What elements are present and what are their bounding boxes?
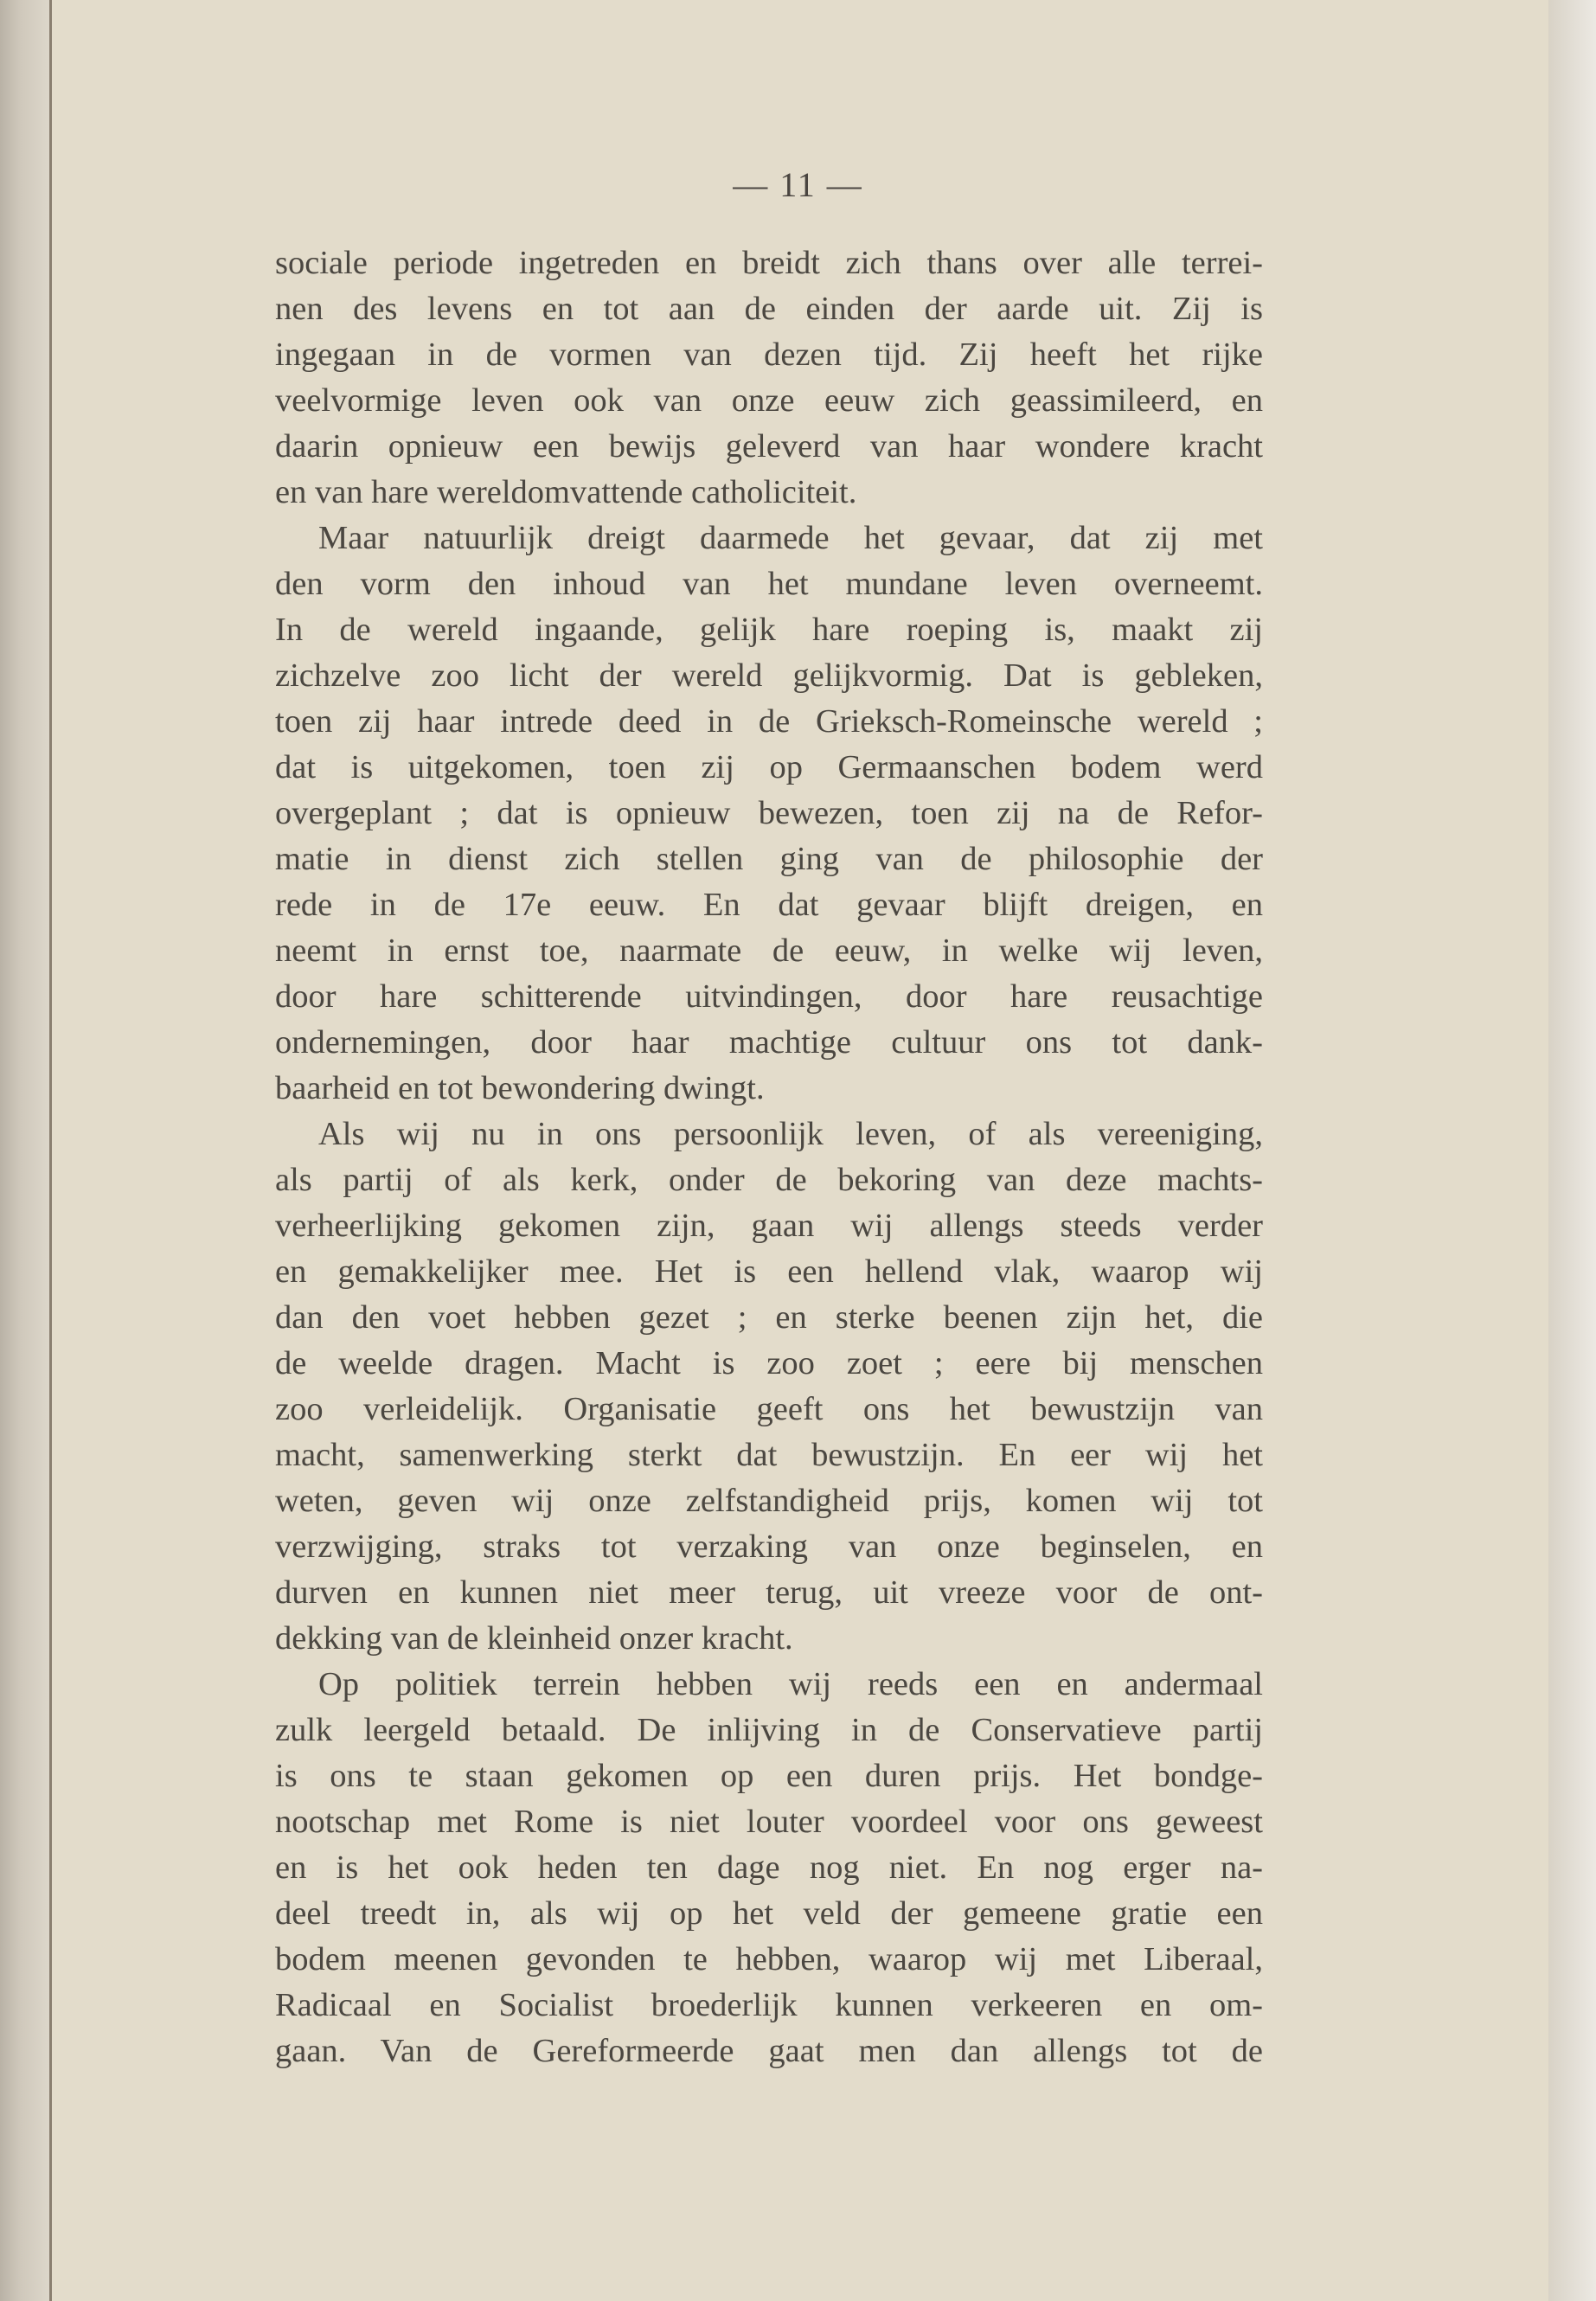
- text-line: door hare schitterende uitvindingen, door hare reusachtige: [275, 978, 1263, 1015]
- text-line: sociale periode ingetreden en breidt zich thans over alle terrei-: [275, 245, 1263, 281]
- text-line: en is het ook heden ten dage nog niet. En nog erger na-: [275, 1849, 1263, 1886]
- text-line: Op politiek terrein hebben wij reeds een en andermaal: [318, 1666, 1263, 1702]
- text-line: de weelde dragen. Macht is zoo zoet ; eere bij menschen: [275, 1345, 1263, 1381]
- text-line: ondernemingen, door haar machtige cultuur ons tot dank-: [275, 1024, 1263, 1061]
- text-line: gaan. Van de Gereformeerde gaat men dan allengs tot de: [275, 2033, 1263, 2069]
- text-line: verzwijging, straks tot verzaking van onze beginselen, en: [275, 1529, 1263, 1565]
- body-text: [275, 240, 1263, 2074]
- text-line: den vorm den inhoud van het mundane leven overneemt.: [275, 566, 1263, 602]
- page-number: — 11 —: [733, 165, 863, 204]
- text-line: dat is uitgekomen, toen zij op Germaanschen bodem werd: [275, 749, 1263, 785]
- text-line: toen zij haar intrede deed in de Grieksch-Romeinsche wereld ;: [275, 703, 1263, 740]
- text-line: baarheid en tot bewondering dwingt.: [275, 1070, 765, 1106]
- text-line: is ons te staan gekomen op een duren prijs. Het bondge-: [275, 1758, 1263, 1794]
- text-line: bodem meenen gevonden te hebben, waarop wij met Liberaal,: [275, 1941, 1263, 1977]
- text-line: en van hare wereldomvattende catholiciteit.: [275, 474, 857, 510]
- text-line: en gemakkelijker mee. Het is een hellend vlak, waarop wij: [275, 1253, 1263, 1290]
- text-line: veelvormige leven ook van onze eeuw zich geassimileerd, en: [275, 382, 1263, 419]
- text-line: overgeplant ; dat is opnieuw bewezen, toen zij na de Refor-: [275, 795, 1263, 831]
- text-line: matie in dienst zich stellen ging van de philosophie der: [275, 841, 1263, 877]
- text-line: Maar natuurlijk dreigt daarmede het gevaar, dat zij met: [318, 520, 1263, 556]
- text-line: dekking van de kleinheid onzer kracht.: [275, 1620, 793, 1657]
- text-line: zichzelve zoo licht der wereld gelijkvormig. Dat is gebleken,: [275, 657, 1263, 694]
- text-line: durven en kunnen niet meer terug, uit vreeze voor de ont-: [275, 1574, 1263, 1611]
- text-line: ingegaan in de vormen van dezen tijd. Zij heeft het rijke: [275, 336, 1263, 373]
- text-line: nootschap met Rome is niet louter voordeel voor ons geweest: [275, 1804, 1263, 1840]
- text-line: zulk leergeld betaald. De inlijving in de Conservatieve partij: [275, 1712, 1263, 1748]
- text-line: zoo verleidelijk. Organisatie geeft ons het bewustzijn van: [275, 1391, 1263, 1427]
- text-line: dan den voet hebben gezet ; en sterke beenen zijn het, die: [275, 1299, 1263, 1336]
- text-line: Als wij nu in ons persoonlijk leven, of als vereeniging,: [318, 1116, 1263, 1152]
- text-line: Radicaal en Socialist broederlijk kunnen verkeeren en om-: [275, 1987, 1263, 2023]
- text-line: neemt in ernst toe, naarmate de eeuw, in welke wij leven,: [275, 933, 1263, 969]
- text-line: deel treedt in, als wij op het veld der gemeene gratie een: [275, 1895, 1263, 1932]
- page-right-edge: [1548, 0, 1596, 2301]
- book-gutter: [0, 0, 50, 2301]
- text-line: In de wereld ingaande, gelijk hare roeping is, maakt zij: [275, 612, 1263, 648]
- text-line: verheerlijking gekomen zijn, gaan wij allengs steeds verder: [275, 1208, 1263, 1244]
- text-line: rede in de 17e eeuw. En dat gevaar blijft dreigen, en: [275, 887, 1263, 923]
- text-line: weten, geven wij onze zelfstandigheid prijs, komen wij tot: [275, 1483, 1263, 1519]
- text-line: als partij of als kerk, onder de bekoring van deze machts-: [275, 1162, 1263, 1198]
- text-line: nen des levens en tot aan de einden der aarde uit. Zij is: [275, 291, 1263, 327]
- text-line: macht, samenwerking sterkt dat bewustzijn. En eer wij het: [275, 1437, 1263, 1473]
- text-line: daarin opnieuw een bewijs geleverd van haar wondere kracht: [275, 428, 1263, 465]
